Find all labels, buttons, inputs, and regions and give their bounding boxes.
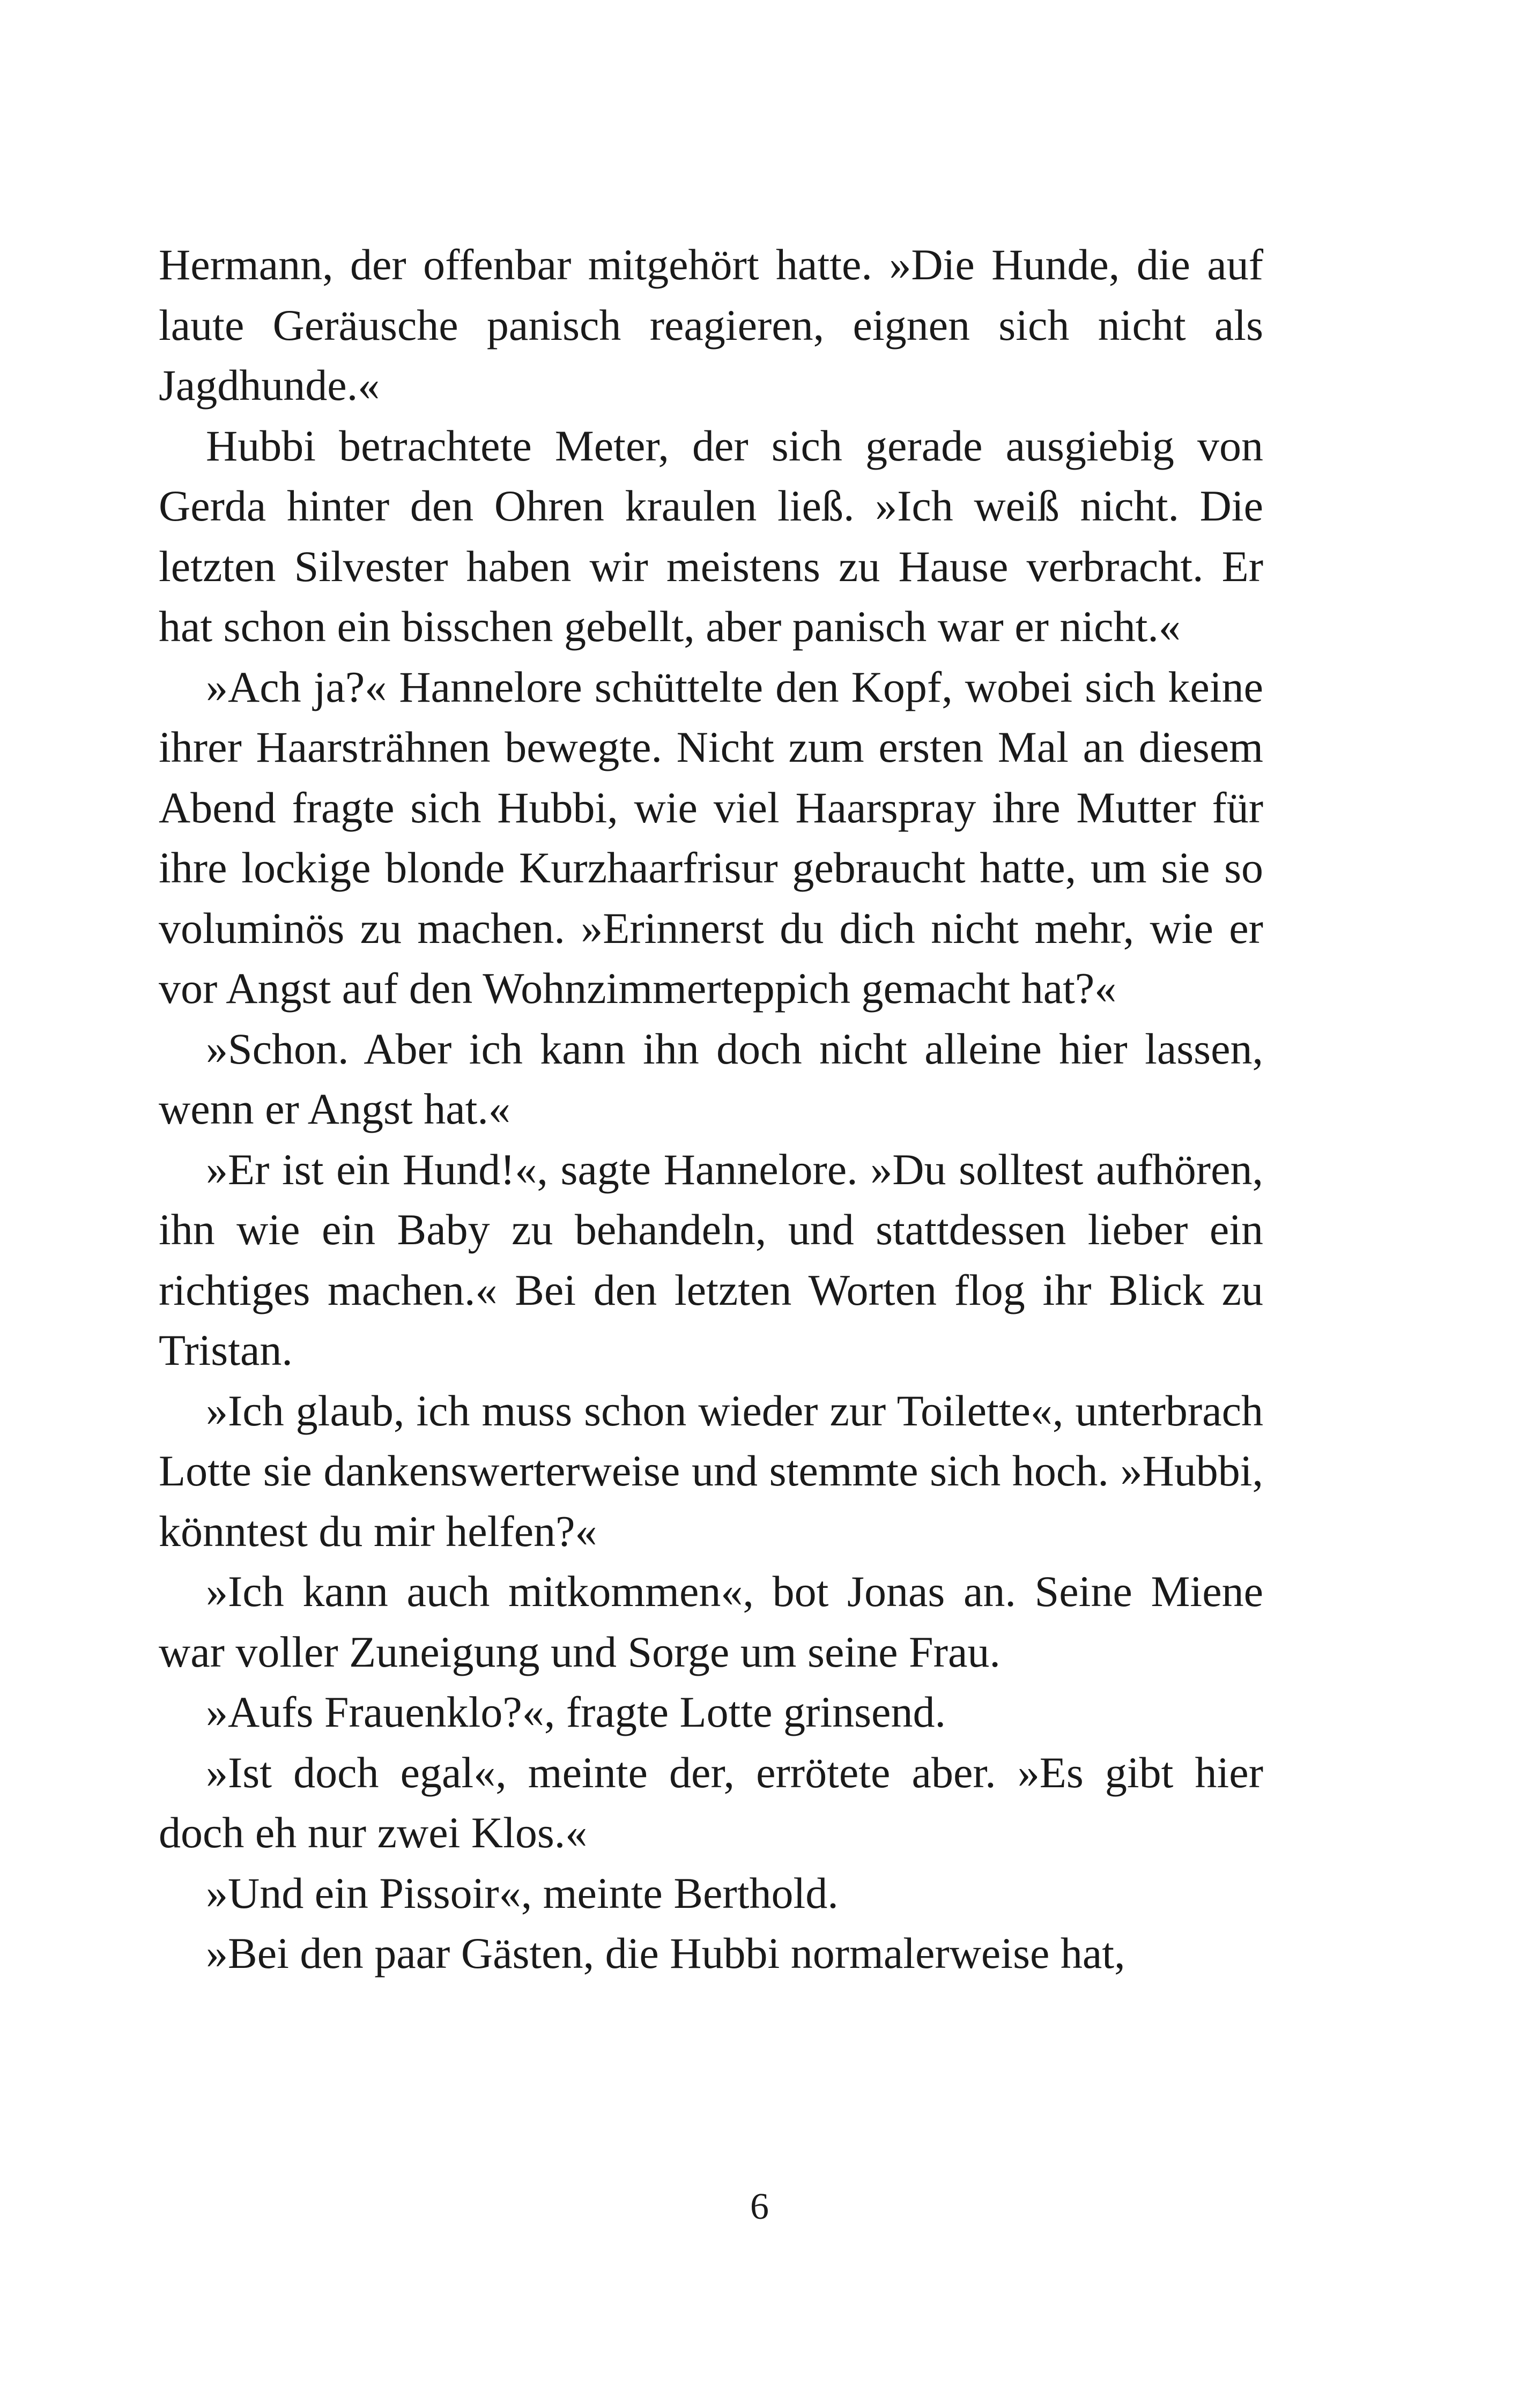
paragraph-1: Hermann, der offenbar mitgehört hatte. »Die Hunde, die auf laute Geräusche panisch reagieren, eignen sich nicht als Jagdhunde.«: [159, 240, 1263, 410]
page-number: 6: [750, 2186, 769, 2227]
paragraph-9: »Ist doch egal«, meinte der, errötete aber. »Es gibt hier doch eh nur zwei Klos.«: [159, 1748, 1263, 1857]
paragraph-5: »Er ist ein Hund!«, sagte Hannelore. »Du solltest aufhören, ihn wie ein Baby zu behandeln, und stattdessen lieber ein richtiges machen.« Bei den letzten Worten flog ihr Blick zu Tristan.: [159, 1144, 1263, 1374]
paragraph-11: »Bei den paar Gästen, die Hubbi normalerweise hat,: [206, 1929, 1125, 1978]
paragraph-7: »Ich kann auch mitkommen«, bot Jonas an. Seine Miene war voller Zuneigung und Sorge um seine Frau.: [159, 1567, 1263, 1676]
paragraph-6: »Ich glaub, ich muss schon wieder zur Toilette«, unterbrach Lotte sie dankenswerterweise und stemmte sich hoch. »Hubbi, könntest du mir helfen?«: [159, 1386, 1263, 1556]
paragraph-2: Hubbi betrachtete Meter, der sich gerade ausgiebig von Gerda hinter den Ohren kraulen ließ. »Ich weiß nicht. Die letzten Silvester haben wir meistens zu Hause verbracht. Er hat schon ein bisschen gebellt, aber panisch war er nicht.«: [159, 421, 1263, 651]
paragraph-10: »Und ein Pissoir«, meinte Berthold.: [206, 1868, 839, 1918]
paragraph-3: »Ach ja?« Hannelore schüttelte den Kopf, wobei sich keine ihrer Haarsträhnen bewegte. Nicht zum ersten Mal an diesem Abend fragte sich Hubbi, wie viel Haarspray ihre Mutter für ihre lockige blonde Kurzhaarfrisur gebraucht hatte, um sie so voluminös zu machen. »Erinnerst du dich nicht mehr, wie er vor Angst auf den Wohnzimmerteppich gemacht hat?«: [159, 662, 1263, 1013]
book-page-body: [159, 235, 1263, 1984]
paragraph-8: »Aufs Frauenklo?«, fragte Lotte grinsend.: [206, 1688, 946, 1736]
paragraph-4: »Schon. Aber ich kann ihn doch nicht alleine hier lassen, wenn er Angst hat.«: [159, 1024, 1263, 1133]
